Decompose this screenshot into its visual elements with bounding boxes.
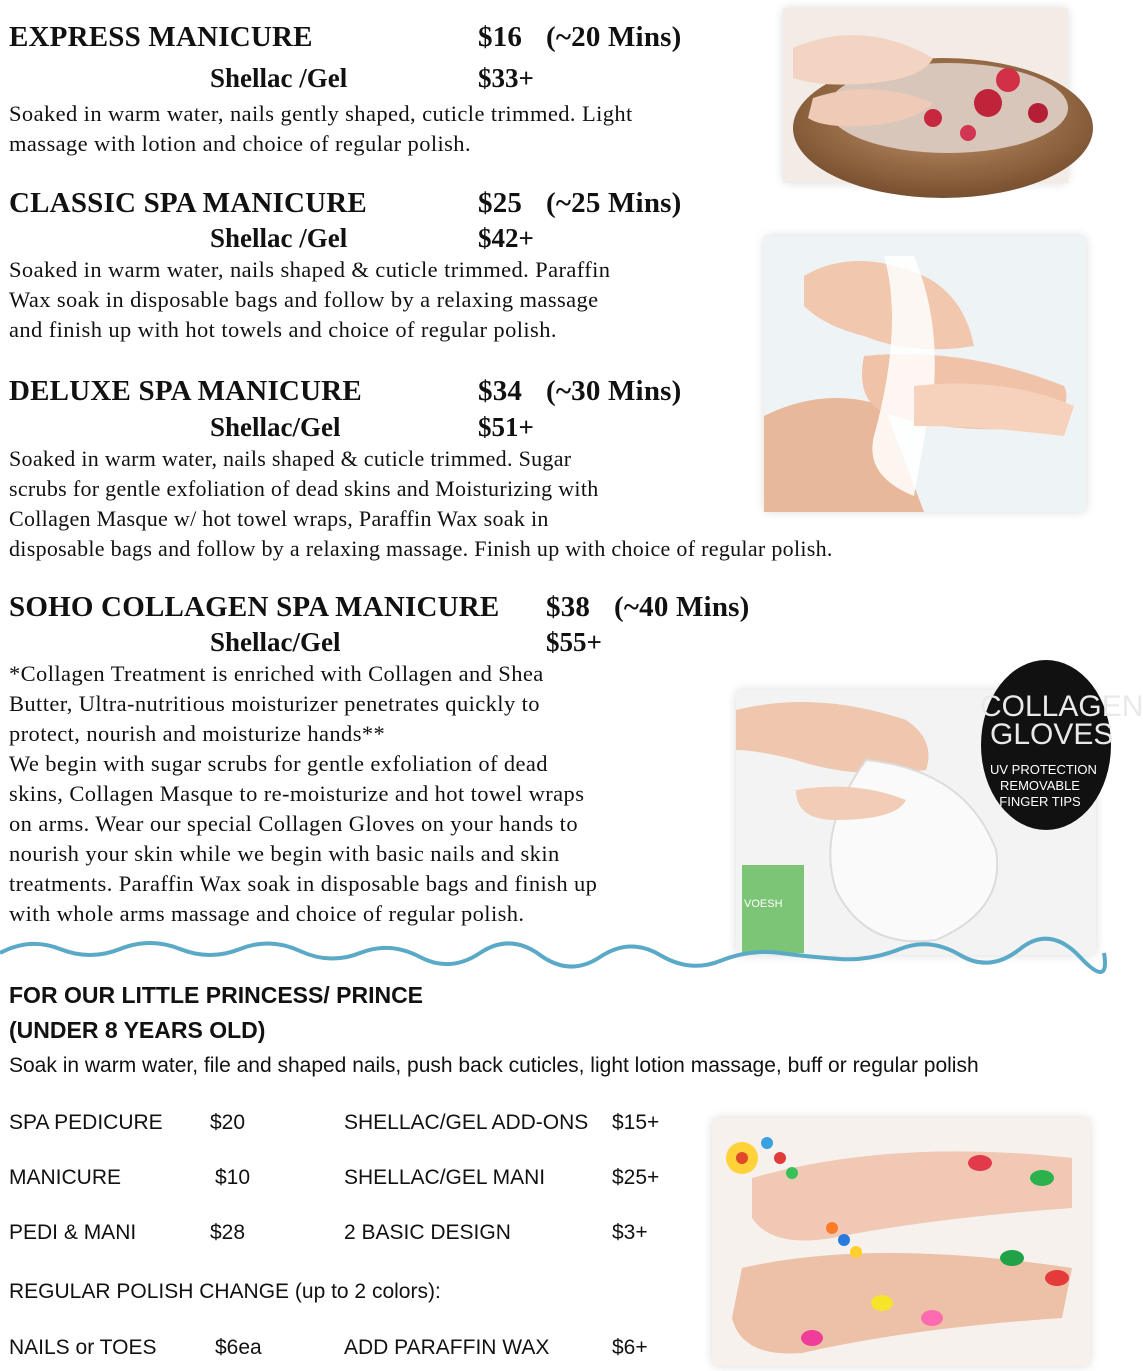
rose-bowl-illustration bbox=[783, 8, 1068, 183]
kids-addon-name: SHELLAC/GEL MANI bbox=[344, 1166, 546, 1189]
kids-item-name: PEDI & MANI bbox=[9, 1221, 137, 1244]
kids-item-price: $6ea bbox=[215, 1336, 262, 1359]
kids-item-price: $28 bbox=[210, 1221, 246, 1244]
kids-description: Soak in warm water, file and shaped nails, push back cuticles, light lotion massage, buff or regular polish bbox=[9, 1054, 979, 1077]
voesh-brand: VOESH bbox=[744, 898, 783, 910]
shellac-price: $33+ bbox=[478, 63, 534, 93]
service-description: Soaked in warm water, nails gently shaped, cuticle trimmed. Light massage with lotion and choice of regular polish. bbox=[9, 101, 633, 156]
kids-addon-price: $25+ bbox=[612, 1166, 660, 1189]
kids-item-price: $20 bbox=[210, 1111, 246, 1134]
kids-addon-name: 2 BASIC DESIGN bbox=[344, 1221, 511, 1244]
kids-age-note: (UNDER 8 YEARS OLD) bbox=[9, 1017, 266, 1043]
kids-item-name: SPA PEDICURE bbox=[9, 1111, 163, 1134]
paraffin-hand-photo bbox=[764, 236, 1086, 512]
service-title: EXPRESS MANICURE bbox=[9, 21, 313, 53]
kids-nails-illustration bbox=[712, 1118, 1090, 1366]
kids-heading: FOR OUR LITTLE PRINCESS/ PRINCE bbox=[9, 982, 424, 1008]
kids-item-name: NAILS or TOES bbox=[9, 1336, 157, 1359]
kids-nails-photo bbox=[712, 1118, 1090, 1366]
service-title: SOHO COLLAGEN SPA MANICURE bbox=[9, 591, 500, 623]
service-price: $38 bbox=[546, 591, 591, 623]
service-price: $16 bbox=[478, 21, 523, 53]
kids-item-name: MANICURE bbox=[9, 1166, 122, 1189]
service-description: Soaked in warm water, nails shaped & cuticle trimmed. Paraffin Wax soak in disposable bags and follow by a relaxing massage and finish up with hot towels and choice of regular polish. bbox=[9, 257, 611, 342]
service-price: $34 bbox=[478, 375, 523, 407]
rose-bowl-photo bbox=[783, 8, 1068, 183]
service-description: *Collagen Treatment is enriched with Collagen and Shea Butter, Ultra-nutritious moisturizer penetrates quickly to protect, nourish and moisturize hands** We begin with sugar scrubs for gentle exfoliation of dead skins, Collagen Masque to re-moisturize and hot towel wraps on arms. Wear our special Collagen Gloves on your hands to nourish your skin while we begin with basic nails and skin treatments. Paraffin Wax soak in disposable bags and finish up with whole arms massage and choice of regular polish. bbox=[9, 661, 598, 926]
shellac-label: Shellac /Gel bbox=[210, 223, 348, 253]
kids-addon-name: SHELLAC/GEL ADD-ONS bbox=[344, 1111, 589, 1134]
service-duration: (~40 Mins) bbox=[614, 591, 750, 623]
removable-label: REMOVABLE bbox=[1000, 778, 1080, 793]
polish-change-label: REGULAR POLISH CHANGE (up to 2 colors): bbox=[9, 1280, 441, 1303]
kids-addon-name: ADD PARAFFIN WAX bbox=[344, 1336, 550, 1359]
shellac-label: Shellac/Gel bbox=[210, 627, 341, 657]
shellac-label: Shellac/Gel bbox=[210, 412, 341, 442]
collagen-label: COLLAGEN bbox=[980, 690, 1143, 723]
collagen-gloves-photo bbox=[736, 690, 1143, 955]
service-price: $25 bbox=[478, 187, 523, 219]
kids-addon-price: $15+ bbox=[612, 1111, 660, 1134]
service-title: CLASSIC SPA MANICURE bbox=[9, 187, 367, 219]
service-duration: (~20 Mins) bbox=[546, 21, 682, 53]
service-title: DELUXE SPA MANICURE bbox=[9, 375, 362, 407]
kids-addon-price: $6+ bbox=[612, 1336, 648, 1359]
shellac-price: $51+ bbox=[478, 412, 534, 442]
kids-item-price: $10 bbox=[215, 1166, 251, 1189]
service-description: Soaked in warm water, nails shaped & cuticle trimmed. Sugar scrubs for gentle exfoliation of dead skins and Moisturizing with Collagen Masque w/ hot towel wraps, Paraffin Wax soak in disposable bags and follow by a relaxing massage. Finish up with choice of regular polish. bbox=[9, 446, 833, 561]
shellac-price: $42+ bbox=[478, 223, 534, 253]
wave-divider bbox=[0, 935, 1104, 975]
shellac-price: $55+ bbox=[546, 627, 602, 657]
kids-addon-price: $3+ bbox=[612, 1221, 648, 1244]
uv-protection-label: UV PROTECTION bbox=[990, 762, 1097, 777]
shellac-label: Shellac /Gel bbox=[210, 63, 348, 93]
finger-tips-label: FINGER TIPS bbox=[999, 794, 1081, 809]
service-duration: (~25 Mins) bbox=[546, 187, 682, 219]
service-duration: (~30 Mins) bbox=[546, 375, 682, 407]
gloves-label: GLOVES bbox=[990, 718, 1114, 751]
paraffin-hand-illustration bbox=[764, 236, 1086, 512]
